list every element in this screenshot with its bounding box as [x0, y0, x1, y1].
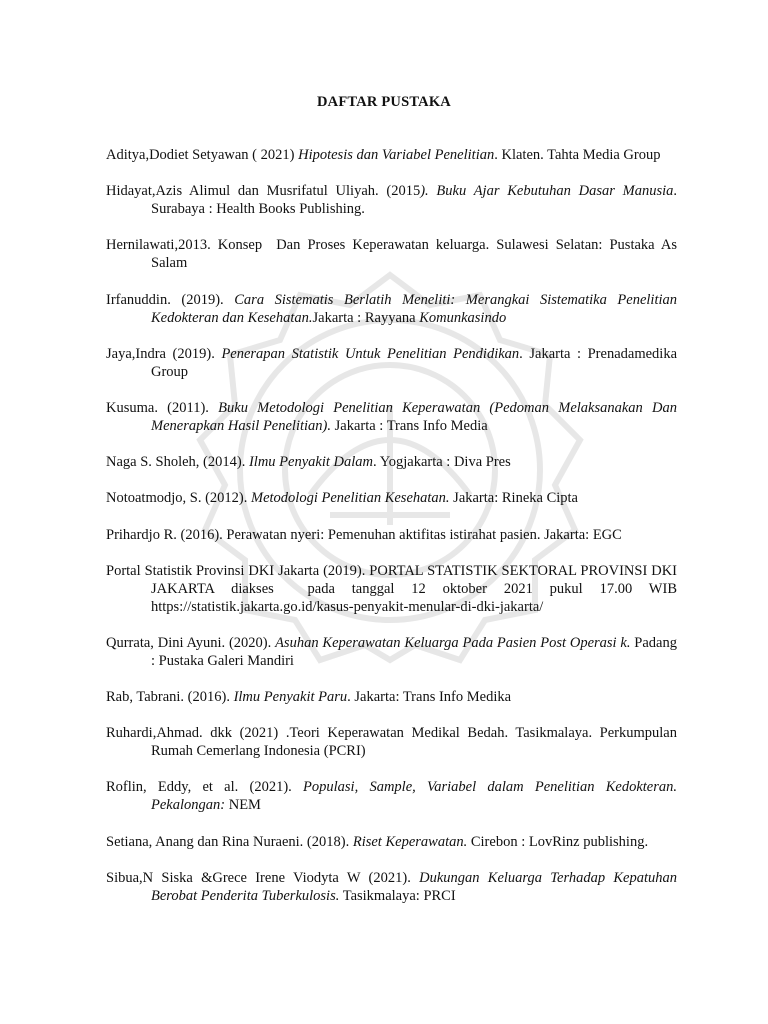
- reference-entry: [106, 833, 677, 851]
- reference-text: NEM: [225, 797, 261, 814]
- reference-text: Qurrata, Dini Ayuni. (2020).: [106, 634, 276, 651]
- reference-entry: [106, 453, 677, 471]
- reference-entry: [106, 291, 677, 327]
- reference-text: . Klaten. Tahta Media Group: [494, 147, 661, 163]
- reference-title-italic: Metodologi Penelitian Kesehatan.: [251, 490, 450, 507]
- reference-text: Roflin, Eddy, et al. (2021).: [106, 779, 304, 796]
- reference-entry: [106, 778, 677, 814]
- reference-entry: [106, 236, 681, 272]
- reference-entry: [106, 345, 681, 381]
- reference-text: Hidayat,Azis Alimul dan Musrifatul Uliyah. (2015: [106, 183, 421, 200]
- reference-text: . Jakarta : Prenadamedika Group: [151, 345, 681, 380]
- reference-text: Jakarta: Rineka Cipta: [449, 490, 578, 507]
- reference-list: [106, 146, 681, 923]
- reference-text: . Yogjakarta : Diva Pres: [373, 454, 511, 471]
- reference-entry: [106, 182, 681, 218]
- reference-entry: [106, 634, 681, 670]
- reference-entry: [106, 489, 677, 507]
- reference-text: Cirebon : LovRinz publishing.: [467, 833, 649, 850]
- reference-title-italic: Buku Metodologi Penelitian Keperawatan (Pedoman Melaksanakan Dan Menerapkan Hasil Penelitian).: [151, 399, 677, 434]
- reference-text: Tasikmalaya: PRCI: [339, 887, 456, 904]
- reference-title-italic: Ilmu Penyakit Dalam: [248, 454, 373, 471]
- reference-title-italic: Cara Sistematis Berlatih Meneliti: Merangkai Sistematika Penelitian Kedokteran dan Kesehatan.: [151, 291, 677, 326]
- reference-entry: [106, 688, 677, 706]
- reference-text: Hernilawati,2013. Konsep Dan Proses Keperawatan keluarga. Sulawesi Selatan: Pustaka As Salam: [106, 237, 681, 272]
- reference-text: Jaya,Indra (2019).: [106, 345, 222, 362]
- reference-text: Jakarta : Trans Info Media: [331, 417, 488, 434]
- reference-title-italic: Komunkasindo: [419, 309, 507, 326]
- reference-text: Jakarta : Rayyana: [312, 309, 420, 326]
- reference-text: Naga S. Sholeh, (2014).: [106, 454, 249, 471]
- reference-text: Prihardjo R. (2016). Perawatan nyeri: Pemenuhan aktifitas istirahat pasien. Jakarta: EGC: [106, 526, 622, 543]
- page-title: DAFTAR PUSTAKA: [317, 94, 451, 110]
- reference-title-italic: ). Buku Ajar Kebutuhan Dasar Manusia: [420, 183, 674, 200]
- reference-title-italic: Populasi, Sample, Variabel dalam Penelitian Kedokteran. Pekalongan:: [151, 779, 677, 814]
- reference-text: Portal Statistik Provinsi DKI Jakarta (2019). PORTAL STATISTIK SEKTORAL PROVINSI DKI JAKARTA diakses pada tanggal 12 oktober 2021 pukul 17.00 WIB https://statistik.jakarta.go.id/kasus-penyakit-menular-di-dki-jakarta/: [106, 562, 681, 615]
- reference-entry: [106, 562, 681, 616]
- reference-entry: [106, 399, 677, 435]
- reference-text: Rab, Tabrani. (2016).: [106, 689, 234, 706]
- reference-text: Padang : Pustaka Galeri Mandiri: [151, 634, 681, 669]
- reference-text: Ruhardi,Ahmad. dkk (2021) .Teori Keperawatan Medikal Bedah. Tasikmalaya. Perkumpulan Rumah Cemerlang Indonesia (PCRI): [106, 725, 681, 760]
- reference-title-italic: Penerapan Statistik Untuk Penelitian Pendidikan: [221, 345, 520, 362]
- reference-entry: [106, 869, 677, 905]
- reference-title-italic: Hipotesis dan Variabel Penelitian: [298, 147, 495, 163]
- reference-title-italic: Ilmu Penyakit Paru: [233, 689, 348, 706]
- reference-text: Aditya,Dodiet Setyawan ( 2021): [106, 147, 299, 163]
- reference-text: Sibua,N Siska &Grece Irene Viodyta W (2021).: [106, 869, 420, 886]
- reference-text: Setiana, Anang dan Rina Nuraeni. (2018).: [106, 833, 353, 850]
- reference-entry: [106, 724, 681, 760]
- reference-text: . Jakarta: Trans Info Medika: [347, 689, 512, 706]
- reference-entry: [106, 146, 677, 164]
- reference-title-italic: Dukungan Keluarga Terhadap Kepatuhan Berobat Penderita Tuberkulosis.: [151, 869, 677, 904]
- reference-title-italic: Riset Keperawatan.: [352, 833, 468, 850]
- reference-title-italic: Asuhan Keperawatan Keluarga Pada Pasien Post Operasi k.: [275, 634, 631, 651]
- reference-text: Irfanuddin. (2019).: [106, 291, 235, 308]
- reference-text: . Surabaya : Health Books Publishing.: [151, 183, 681, 218]
- reference-entry: [106, 526, 677, 544]
- reference-text: Notoatmodjo, S. (2012).: [106, 490, 251, 507]
- reference-text: Kusuma. (2011).: [106, 399, 219, 416]
